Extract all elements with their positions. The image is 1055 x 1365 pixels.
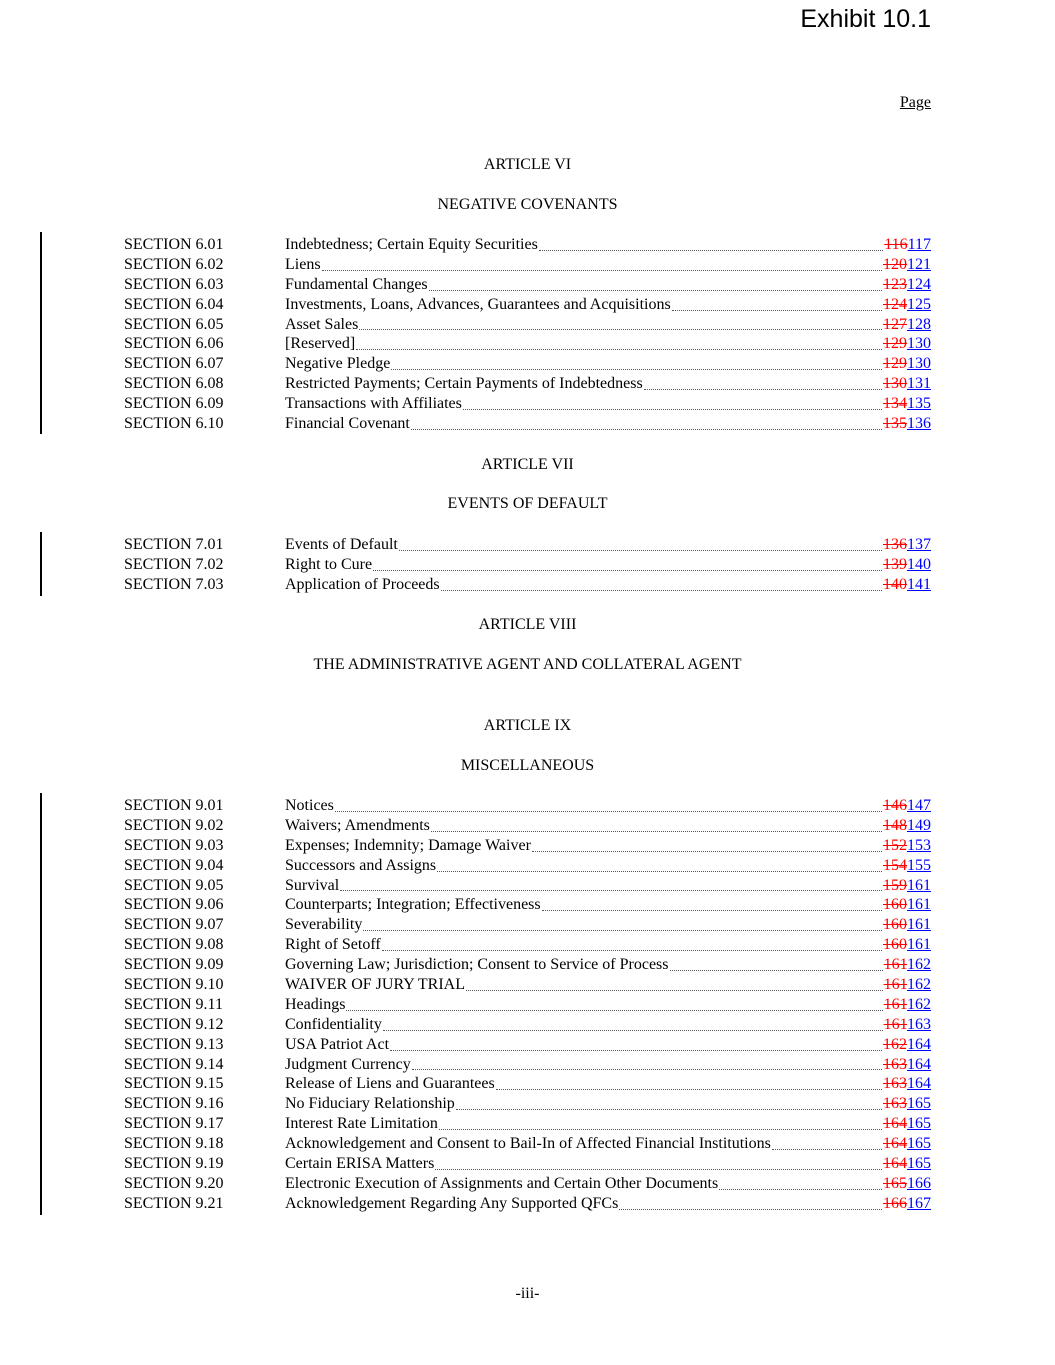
- section-number: SECTION 9.12: [124, 1015, 224, 1033]
- section-title: No Fiduciary Relationship: [285, 1095, 455, 1113]
- section-number: SECTION 6.06: [124, 335, 224, 353]
- new-page-link[interactable]: 161: [907, 896, 931, 914]
- dot-leader: [340, 876, 882, 892]
- toc-entry: [124, 295, 931, 315]
- section-title: Right to Cure: [285, 555, 373, 573]
- section-title: Investments, Loans, Advances, Guarantees and Acquisitions: [285, 295, 671, 313]
- section-title-cell: [285, 414, 883, 434]
- toc-entry: [124, 414, 931, 434]
- old-page-number: 165: [883, 1174, 907, 1192]
- section-title: Judgment Currency: [285, 1055, 411, 1073]
- new-page-link[interactable]: 161: [907, 936, 931, 954]
- new-page-link[interactable]: 147: [907, 797, 931, 814]
- section-title-cell: [285, 1174, 883, 1194]
- page-reference: [883, 836, 931, 856]
- toc-entry: [124, 975, 931, 995]
- toc-entry: [124, 935, 931, 955]
- new-page-link[interactable]: 125: [907, 295, 931, 313]
- section-number: SECTION 7.03: [124, 575, 224, 593]
- section-number: SECTION 9.07: [124, 916, 224, 934]
- new-page-link[interactable]: 166: [907, 1174, 931, 1192]
- section-title-cell: [285, 1154, 883, 1174]
- section-title: Headings: [285, 995, 346, 1013]
- section-title-cell: [285, 796, 883, 816]
- section-title-cell: [285, 915, 883, 935]
- dot-leader: [429, 275, 882, 291]
- new-page-link[interactable]: 137: [907, 536, 931, 553]
- dot-leader: [437, 856, 882, 872]
- section-title-cell: [285, 975, 884, 995]
- new-page-link[interactable]: 165: [907, 1115, 931, 1133]
- section-title-cell: [285, 876, 883, 896]
- toc-entry: [124, 1055, 931, 1075]
- new-page-link[interactable]: 140: [907, 555, 931, 573]
- section-title-cell: [285, 836, 883, 856]
- section-title: Restricted Payments; Certain Payments of Indebtedness: [285, 375, 643, 393]
- old-page-number: 129: [883, 355, 907, 373]
- article-title: NEGATIVE COVENANTS: [437, 196, 618, 213]
- section-number: SECTION 7.02: [124, 555, 224, 573]
- dot-leader: [719, 1174, 882, 1190]
- dot-leader: [382, 935, 882, 951]
- dot-leader: [391, 354, 882, 370]
- page-reference: [883, 295, 931, 315]
- change-bar: [40, 232, 42, 434]
- section-title: Application of Proceeds: [285, 575, 440, 593]
- toc-entry: [124, 1134, 931, 1154]
- old-page-number: 161: [883, 976, 907, 994]
- section-title-cell: [285, 1194, 883, 1214]
- dot-leader: [411, 414, 882, 430]
- section-title: Asset Sales: [285, 315, 359, 333]
- section-title-cell: [285, 1055, 883, 1075]
- section-number: SECTION 9.01: [124, 797, 224, 814]
- change-bar: [40, 532, 42, 596]
- section-title: Events of Default: [285, 536, 398, 553]
- page-reference: [883, 535, 931, 555]
- section-title-cell: [285, 275, 883, 295]
- toc-entry: [124, 535, 931, 555]
- page-reference: [883, 354, 931, 374]
- section-number: SECTION 6.04: [124, 295, 224, 313]
- toc-entry: [124, 354, 931, 374]
- section-title-cell: [285, 1015, 884, 1035]
- page-number: -iii-: [515, 1285, 540, 1302]
- toc-list: [124, 535, 931, 595]
- dot-leader: [435, 1154, 882, 1170]
- section-number: SECTION 9.04: [124, 856, 224, 874]
- dot-leader: [390, 1035, 882, 1051]
- section-title: Liens: [285, 255, 321, 273]
- section-title: Acknowledgement and Consent to Bail-In of Affected Financial Institutions: [285, 1135, 771, 1153]
- dot-leader: [672, 295, 882, 311]
- section-number: SECTION 9.14: [124, 1055, 224, 1073]
- toc-entry: [124, 275, 931, 295]
- toc-entry: [124, 1035, 931, 1055]
- dot-leader: [322, 255, 882, 271]
- section-title-cell: [285, 955, 884, 975]
- page-reference: [883, 334, 931, 354]
- new-page-link[interactable]: 163: [907, 1015, 931, 1033]
- section-number: SECTION 9.16: [124, 1095, 224, 1113]
- new-page-link[interactable]: 162: [907, 956, 931, 974]
- new-page-link[interactable]: 121: [907, 255, 931, 273]
- old-page-number: 159: [883, 876, 907, 894]
- section-title: Expenses; Indemnity; Damage Waiver: [285, 836, 531, 854]
- toc-entry: [124, 876, 931, 896]
- article-title: THE ADMINISTRATIVE AGENT AND COLLATERAL AGENT: [313, 656, 742, 673]
- old-page-number: 146: [883, 797, 907, 814]
- page-reference: [883, 876, 931, 896]
- old-page-number: 127: [883, 315, 907, 333]
- page-reference: [883, 796, 931, 816]
- exhibit-label: Exhibit 10.1: [800, 5, 931, 33]
- new-page-link[interactable]: 161: [907, 916, 931, 934]
- dot-leader: [383, 1015, 883, 1031]
- dot-leader: [363, 915, 882, 931]
- section-title: USA Patriot Act: [285, 1035, 390, 1053]
- toc-entry: [124, 555, 931, 575]
- page-reference: [883, 275, 931, 295]
- dot-leader: [439, 1114, 882, 1130]
- new-page-link[interactable]: 117: [907, 236, 931, 253]
- page-reference: [884, 955, 931, 975]
- dot-leader: [532, 836, 882, 852]
- toc-entry: [124, 955, 931, 975]
- section-title-cell: [285, 995, 884, 1015]
- new-page-link[interactable]: 167: [907, 1194, 931, 1212]
- section-title-cell: [285, 255, 883, 275]
- dot-leader: [539, 235, 883, 251]
- old-page-number: 161: [883, 956, 907, 974]
- toc-entry: [124, 895, 931, 915]
- section-title-cell: [285, 354, 883, 374]
- old-page-number: 163: [883, 1075, 907, 1093]
- toc-list: [124, 235, 931, 434]
- new-page-link[interactable]: 130: [907, 355, 931, 373]
- old-page-number: 163: [883, 1095, 907, 1113]
- section-title-cell: [285, 1074, 883, 1094]
- old-page-number: 140: [883, 575, 907, 593]
- section-number: SECTION 6.01: [124, 236, 224, 253]
- toc-entry: [124, 915, 931, 935]
- section-title-cell: [285, 235, 884, 255]
- section-title-cell: [285, 935, 883, 955]
- toc-entry: [124, 1074, 931, 1094]
- toc-entry: [124, 836, 931, 856]
- article-heading: ARTICLE VIII: [478, 616, 577, 633]
- dot-leader: [359, 315, 882, 331]
- page-reference: [883, 1094, 931, 1114]
- section-number: SECTION 9.18: [124, 1135, 224, 1153]
- toc-entry: [124, 235, 931, 255]
- article-heading: ARTICLE VI: [483, 156, 572, 173]
- article-heading: ARTICLE VII: [481, 456, 574, 473]
- section-title-cell: [285, 856, 883, 876]
- article-heading: ARTICLE IX: [483, 717, 572, 734]
- old-page-number: 164: [883, 1115, 907, 1133]
- page-reference: [884, 1015, 931, 1035]
- new-page-link[interactable]: 124: [907, 275, 931, 293]
- page-reference: [883, 1114, 931, 1134]
- section-title-cell: [285, 315, 883, 335]
- old-page-number: 160: [883, 916, 907, 934]
- section-title: Governing Law; Jurisdiction; Consent to Service of Process: [285, 956, 669, 974]
- section-title: Acknowledgement Regarding Any Supported QFCs: [285, 1194, 619, 1212]
- toc-entry: [124, 334, 931, 354]
- toc-entry: [124, 315, 931, 335]
- section-number: SECTION 9.08: [124, 936, 224, 954]
- dot-leader: [456, 1094, 882, 1110]
- section-title: Transactions with Affiliates: [285, 395, 462, 413]
- section-title: Counterparts; Integration; Effectiveness: [285, 896, 541, 914]
- section-number: SECTION 6.10: [124, 415, 224, 433]
- old-page-number: 163: [883, 1055, 907, 1073]
- new-page-link[interactable]: 164: [907, 1035, 931, 1053]
- page-reference: [883, 1174, 931, 1194]
- section-number: SECTION 6.05: [124, 315, 224, 333]
- new-page-link[interactable]: 165: [907, 1135, 931, 1153]
- new-page-link[interactable]: 135: [907, 395, 931, 413]
- page-reference: [884, 235, 931, 255]
- toc-entry: [124, 1094, 931, 1114]
- page-reference: [883, 915, 931, 935]
- old-page-number: 161: [883, 1015, 907, 1033]
- toc-entry: [124, 1015, 931, 1035]
- section-title-cell: [285, 1035, 883, 1055]
- section-title: Waivers; Amendments: [285, 816, 430, 834]
- section-title-cell: [285, 1114, 883, 1134]
- section-number: SECTION 9.19: [124, 1155, 224, 1173]
- toc-entry: [124, 796, 931, 816]
- dot-leader: [356, 334, 882, 350]
- new-page-link[interactable]: 141: [907, 575, 931, 593]
- section-number: SECTION 9.02: [124, 816, 224, 834]
- toc-entry: [124, 1194, 931, 1214]
- section-number: SECTION 9.09: [124, 956, 224, 974]
- dot-leader: [399, 535, 882, 551]
- old-page-number: 152: [883, 836, 907, 854]
- new-page-link[interactable]: 164: [907, 1055, 931, 1073]
- dot-leader: [619, 1194, 882, 1210]
- toc-list: [124, 796, 931, 1214]
- dot-leader: [335, 796, 882, 812]
- page-reference: [883, 1194, 931, 1214]
- section-title-cell: [285, 816, 883, 836]
- section-number: SECTION 6.08: [124, 375, 224, 393]
- old-page-number: 129: [883, 335, 907, 353]
- toc-entry: [124, 1114, 931, 1134]
- page-reference: [883, 374, 931, 394]
- toc-entry: [124, 1154, 931, 1174]
- old-page-number: 124: [883, 295, 907, 313]
- old-page-number: 116: [884, 236, 908, 253]
- page-reference: [884, 995, 931, 1015]
- toc-entry: [124, 1174, 931, 1194]
- old-page-number: 134: [883, 395, 907, 413]
- section-title: Release of Liens and Guarantees: [285, 1075, 495, 1093]
- page-reference: [883, 414, 931, 434]
- section-title: Confidentiality: [285, 1015, 382, 1033]
- page-reference: [883, 315, 931, 335]
- old-page-number: 162: [883, 1035, 907, 1053]
- section-title: [Reserved]: [285, 335, 356, 353]
- old-page-number: 164: [883, 1155, 907, 1173]
- section-number: SECTION 6.02: [124, 255, 224, 273]
- section-number: SECTION 6.09: [124, 395, 224, 413]
- section-title-cell: [285, 394, 883, 414]
- section-number: SECTION 9.10: [124, 976, 224, 994]
- section-title: Interest Rate Limitation: [285, 1115, 438, 1133]
- toc-entry: [124, 856, 931, 876]
- section-title: Indebtedness; Certain Equity Securities: [285, 236, 538, 253]
- old-page-number: 164: [883, 1135, 907, 1153]
- old-page-number: 135: [883, 415, 907, 433]
- old-page-number: 130: [883, 375, 907, 393]
- section-title: Negative Pledge: [285, 355, 391, 373]
- section-title-cell: [285, 295, 883, 315]
- section-number: SECTION 6.07: [124, 355, 224, 373]
- page-reference: [883, 555, 931, 575]
- page-reference: [883, 895, 931, 915]
- toc-entry: [124, 394, 931, 414]
- toc-entry: [124, 575, 931, 595]
- dot-leader: [644, 374, 882, 390]
- dot-leader: [542, 895, 882, 911]
- article-title: MISCELLANEOUS: [460, 757, 595, 774]
- toc-entry: [124, 374, 931, 394]
- dot-leader: [463, 394, 882, 410]
- dot-leader: [466, 975, 883, 991]
- section-title: Right of Setoff: [285, 936, 381, 954]
- toc-entry: [124, 255, 931, 275]
- page-reference: [883, 1134, 931, 1154]
- old-page-number: 166: [883, 1194, 907, 1212]
- section-number: SECTION 9.21: [124, 1194, 224, 1212]
- new-page-link[interactable]: 131: [907, 375, 931, 393]
- page-reference: [883, 856, 931, 876]
- section-title: Successors and Assigns: [285, 856, 437, 874]
- section-title-cell: [285, 334, 883, 354]
- dot-leader: [670, 955, 883, 971]
- old-page-number: 154: [883, 856, 907, 874]
- section-number: SECTION 9.15: [124, 1075, 224, 1093]
- section-title-cell: [285, 535, 883, 555]
- section-number: SECTION 9.20: [124, 1174, 224, 1192]
- toc-entry: [124, 816, 931, 836]
- section-title-cell: [285, 555, 883, 575]
- new-page-link[interactable]: 149: [907, 816, 931, 834]
- dot-leader: [441, 575, 882, 591]
- section-title-cell: [285, 575, 883, 595]
- new-page-link[interactable]: 161: [907, 876, 931, 894]
- change-bar: [40, 793, 42, 1215]
- old-page-number: 120: [883, 255, 907, 273]
- page-reference: [883, 1074, 931, 1094]
- dot-leader: [412, 1055, 882, 1071]
- dot-leader: [346, 995, 882, 1011]
- page-reference: [883, 935, 931, 955]
- dot-leader: [496, 1074, 882, 1090]
- section-title: Financial Covenant: [285, 415, 410, 433]
- section-title-cell: [285, 374, 883, 394]
- section-number: SECTION 9.11: [124, 995, 223, 1013]
- page-reference: [883, 255, 931, 275]
- page-reference: [883, 1035, 931, 1055]
- toc-entry: [124, 995, 931, 1015]
- new-page-link[interactable]: 155: [907, 856, 931, 874]
- page-column-label: Page: [899, 94, 931, 111]
- new-page-link[interactable]: 130: [907, 335, 931, 353]
- page-reference: [884, 975, 931, 995]
- section-number: SECTION 9.03: [124, 836, 224, 854]
- page-reference: [883, 816, 931, 836]
- section-number: SECTION 9.13: [124, 1035, 224, 1053]
- new-page-link[interactable]: 164: [907, 1075, 931, 1093]
- section-number: SECTION 9.05: [124, 876, 224, 894]
- section-title-cell: [285, 1094, 883, 1114]
- section-title: Electronic Execution of Assignments and Certain Other Documents: [285, 1174, 719, 1192]
- section-number: SECTION 7.01: [124, 536, 224, 553]
- page-reference: [883, 1154, 931, 1174]
- section-title: Certain ERISA Matters: [285, 1155, 435, 1173]
- section-title: Fundamental Changes: [285, 275, 428, 293]
- dot-leader: [772, 1134, 882, 1150]
- section-title-cell: [285, 895, 883, 915]
- new-page-link[interactable]: 128: [907, 315, 931, 333]
- section-title: Notices: [285, 797, 334, 814]
- section-number: SECTION 9.06: [124, 896, 224, 914]
- old-page-number: 123: [883, 275, 907, 293]
- section-title-cell: [285, 1134, 883, 1154]
- section-title: Severability: [285, 916, 363, 934]
- new-page-link[interactable]: 153: [907, 836, 931, 854]
- old-page-number: 148: [883, 816, 907, 834]
- page-reference: [883, 394, 931, 414]
- new-page-link[interactable]: 165: [907, 1155, 931, 1173]
- old-page-number: 136: [883, 536, 907, 553]
- new-page-link[interactable]: 162: [907, 995, 931, 1013]
- page-reference: [883, 575, 931, 595]
- section-number: SECTION 9.17: [124, 1115, 224, 1133]
- dot-leader: [373, 555, 882, 571]
- section-number: SECTION 6.03: [124, 275, 224, 293]
- article-title: EVENTS OF DEFAULT: [447, 495, 608, 512]
- new-page-link[interactable]: 162: [907, 976, 931, 994]
- new-page-link[interactable]: 136: [907, 415, 931, 433]
- section-title: Survival: [285, 876, 340, 894]
- section-title: WAIVER OF JURY TRIAL: [285, 976, 466, 994]
- old-page-number: 160: [883, 896, 907, 914]
- old-page-number: 161: [883, 995, 907, 1013]
- page-reference: [883, 1055, 931, 1075]
- new-page-link[interactable]: 165: [907, 1095, 931, 1113]
- old-page-number: 160: [883, 936, 907, 954]
- dot-leader: [431, 816, 882, 832]
- old-page-number: 139: [883, 555, 907, 573]
